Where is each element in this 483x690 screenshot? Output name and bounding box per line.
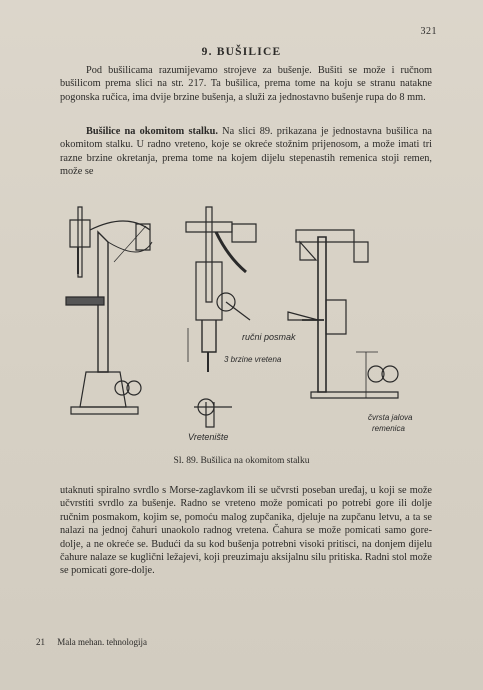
paragraph-continuation: utaknuti spiralno svrdlo s Morse-zaglavkom ili se učvrsti poseban uređaj, u koji se može učvrstiti svrdlo za bušenje. Radno se vreteno može pomicati po potrebi gore ili dolje ručnim posmakom, kojim se, pomoću malog zupčanika, djeluje na zupčanu letvu, a ta se nalazi na jednoj čahuri unaokolo radnog vretena. Čahura se može pomicati samo gore-dolje, a ne okreće se. Budući da su kod bušenja potrebni visoki pritisci, na donjem dijelu čahure nalaze se kuglični ležajevi, koji preuzimaju aksijalnu silu pritiska. Radni stol može se pomicati gore-dolje. (60, 485, 432, 577)
drill-press-middle-view (186, 207, 256, 427)
figure-drill-press (56, 202, 436, 452)
page-number: 321 (420, 26, 437, 37)
paragraph-vertical-stand (60, 125, 432, 179)
label-brzine-vretena: 3 brzine vretena (224, 355, 282, 364)
page-footer (36, 637, 147, 647)
figure-caption: Sl. 89. Bušilica na okomitom stalku (173, 456, 310, 466)
footer-book-title: Mala mehan. tehnologija (57, 637, 147, 647)
paragraph-vertical-stand-body: Na slici 89. prikazana je jednostavna bušilica na okomitom stalku. U radno vreteno, koje se okreće stožnim prijenosom, a može imati tri razne brzine okretanja, prema tome na kojem dijelu stepenastih remenica stoji remen, može se (60, 126, 432, 178)
footer-sheet-number: 21 (36, 637, 45, 647)
section-heading: 9. BUŠILICE (201, 46, 282, 58)
label-cvrsta-jalova: čvrsta jalova (368, 413, 413, 422)
drill-press-drawing (56, 202, 436, 452)
label-vreteniste: Vretenište (188, 432, 229, 442)
drill-press-left-view (66, 207, 152, 414)
paragraph-intro: Pod bušilicama razumijevamo strojeve za bušenje. Bušiti se može i ručnom bušilicom prema slici na str. 217. Ta bušilica, prema tome na koju se stranu natakne pogonska ručica, ima dvije brzine bušenja, a služi za jednostavno bušenje rupa do 8 mm. (60, 65, 432, 103)
label-remenica: remenica (372, 424, 405, 433)
paragraph-runin-heading: Bušilice na okomitom stalku. (86, 126, 218, 137)
drill-press-right-view (288, 230, 398, 398)
label-rucni-posmak: ručni posmak (242, 332, 296, 342)
